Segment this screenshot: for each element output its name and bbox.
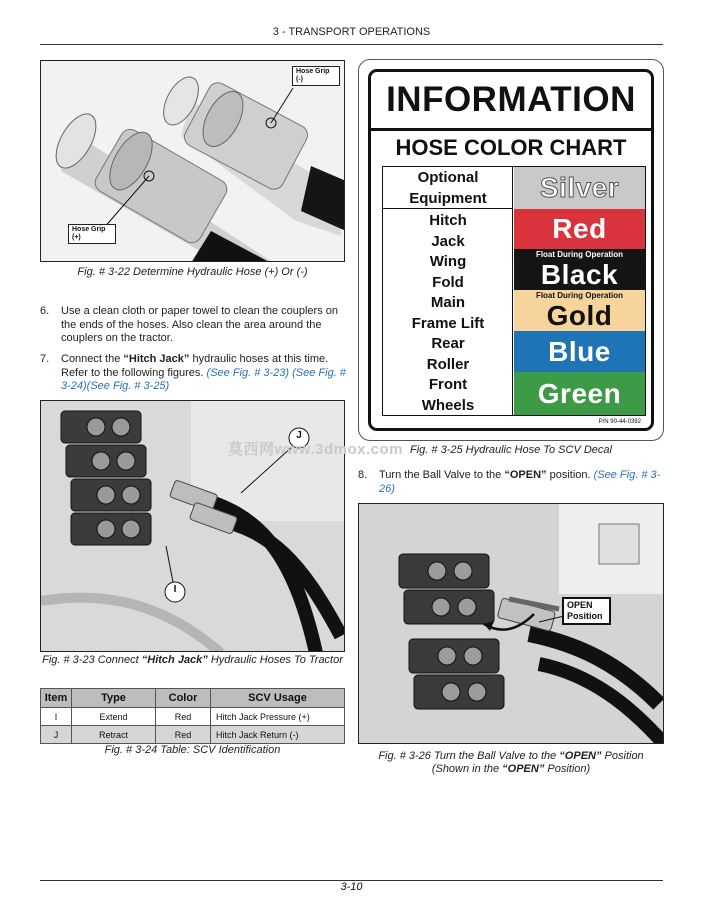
label-list xyxy=(383,211,513,416)
caption-line xyxy=(358,763,664,776)
step-number: 8. xyxy=(358,469,368,481)
caption-part: Fig. # 3-26 Turn the Ball Valve to the xyxy=(378,750,560,762)
caption-part: (Shown in the xyxy=(431,763,503,775)
hose-grip-plus-callout xyxy=(68,224,116,244)
callout-line: Position xyxy=(567,611,603,621)
swatch-label: Black xyxy=(540,258,619,290)
step-6 xyxy=(40,305,346,347)
caption-line xyxy=(358,750,664,763)
label-text: Roller xyxy=(426,355,470,373)
decal-subtitle: HOSE COLOR CHART xyxy=(395,135,627,160)
table-cell: Hitch Jack Return (-) xyxy=(211,726,345,744)
chart-label-column xyxy=(383,167,513,415)
table-row xyxy=(41,726,345,744)
label-text: Wheels xyxy=(421,396,475,414)
step-text xyxy=(379,469,664,496)
caption-part: Hydraulic Hoses To Tractor xyxy=(207,654,343,666)
caption-part: Fig. # 3-23 Connect xyxy=(42,654,142,666)
figure-3-25-caption: Fig. # 3-25 Hydraulic Hose To SCV Decal xyxy=(410,444,612,456)
page-header-title: 3 - TRANSPORT OPERATIONS xyxy=(272,26,431,38)
label-text: Equipment xyxy=(409,189,487,207)
callout-line: (+) xyxy=(72,234,81,241)
callout-line: Hose Grip xyxy=(296,68,330,75)
table-cell: Hitch Jack Pressure (+) xyxy=(211,708,345,726)
swatch-label: Red xyxy=(552,213,607,244)
scv-identification-table xyxy=(40,688,345,744)
hose-color-chart-grid xyxy=(382,166,646,416)
label-text: Main xyxy=(430,294,466,311)
swatch-label: Silver xyxy=(539,172,620,203)
step-text xyxy=(61,353,346,394)
swatch-red xyxy=(514,209,645,249)
step-text-part: hydraulic hoses at this time. Refer to the following figures. xyxy=(61,353,329,379)
figure-reference-link[interactable]: (See Fig. # 3-23) (See Fig. # 3-24)(See Fig. # 3-25) xyxy=(61,366,346,392)
step-text-part: position. xyxy=(546,469,594,481)
step-emphasis: “Hitch Jack” xyxy=(123,353,190,365)
step-text: Use a clean cloth or paper towel to clean the couplers on the ends of the hoses. Also clean the area around the couplers on the tractor. xyxy=(61,305,338,344)
label-optional-equipment xyxy=(383,167,513,209)
hose-grip-minus-callout xyxy=(292,66,340,86)
figure-3-26-photo xyxy=(358,503,664,744)
ball-valve-illustration xyxy=(359,504,664,744)
callout-label-i: I xyxy=(173,584,177,595)
table-cell: Extend xyxy=(72,708,156,726)
figure-reference-link[interactable]: (See Fig. # 3-26) xyxy=(379,469,661,495)
swatch-label: Green xyxy=(537,377,622,409)
header-divider xyxy=(40,44,663,45)
swatch-black xyxy=(514,249,645,290)
hose-color-decal xyxy=(358,59,664,441)
swatch-label: Gold xyxy=(546,299,613,331)
open-position-callout xyxy=(562,597,611,625)
column-header: Type xyxy=(72,689,156,708)
page-number: 3-10 xyxy=(340,881,363,893)
swatch-label: Blue xyxy=(548,335,611,367)
figure-3-22-photo xyxy=(40,60,345,262)
column-header: Item xyxy=(41,689,72,708)
step-number: 7. xyxy=(40,353,50,365)
step-text-part: Turn the Ball Valve to the xyxy=(379,469,505,481)
step-7 xyxy=(40,353,346,395)
watermark: 莫西网www.3dmox.com xyxy=(228,441,403,458)
label-text: Optional xyxy=(417,169,479,186)
caption-part: Position) xyxy=(544,763,591,775)
table-cell: Red xyxy=(156,726,211,744)
decal-title-divider xyxy=(371,128,651,131)
callout-label-j: J xyxy=(296,430,302,441)
caption-emphasis: “Hitch Jack” xyxy=(141,654,208,666)
callout-line: OPEN xyxy=(567,600,593,610)
table-cell: Retract xyxy=(72,726,156,744)
step-text-part: Connect the xyxy=(61,353,124,365)
swatch-green xyxy=(514,372,645,415)
decal-part-number: P/N 90-44-0392 xyxy=(598,419,641,425)
column-header: SCV Usage xyxy=(211,689,345,708)
label-text: Wing xyxy=(429,253,467,270)
decal-title: INFORMATION xyxy=(386,80,636,119)
label-text: Front xyxy=(428,376,468,393)
label-text: Fold xyxy=(432,273,464,291)
label-text: Rear xyxy=(431,335,465,352)
step-number: 6. xyxy=(40,305,50,317)
label-text: Hitch xyxy=(429,212,467,229)
figure-3-23-caption xyxy=(40,654,345,667)
caption-emphasis: “OPEN” xyxy=(502,763,545,775)
swatch-gold xyxy=(514,290,645,331)
step-emphasis: “OPEN” xyxy=(504,469,547,481)
table-header-row xyxy=(41,689,345,708)
callout-line: (-) xyxy=(296,76,303,83)
figure-3-22-caption: Fig. # 3-22 Determine Hydraulic Hose (+) Or (-) xyxy=(77,266,308,278)
figure-3-26-caption xyxy=(358,750,664,776)
column-header: Color xyxy=(156,689,211,708)
caption-emphasis: “OPEN” xyxy=(559,750,602,762)
label-text: Jack xyxy=(431,232,465,250)
table-cell: I xyxy=(41,708,72,726)
float-during-operation-note: Float During Operation xyxy=(535,291,624,300)
step-8 xyxy=(358,469,664,499)
decal-frame xyxy=(368,69,654,431)
float-during-operation-note: Float During Operation xyxy=(535,250,624,259)
table-cell: Red xyxy=(156,708,211,726)
table-row xyxy=(41,708,345,726)
swatch-silver xyxy=(514,167,645,209)
callout-line: Hose Grip xyxy=(72,226,106,233)
label-text: Frame Lift xyxy=(411,314,485,332)
figure-3-24-caption: Fig. # 3-24 Table: SCV Identification xyxy=(104,744,281,756)
swatch-blue xyxy=(514,331,645,372)
table-cell: J xyxy=(41,726,72,744)
caption-part: Position xyxy=(601,750,644,762)
